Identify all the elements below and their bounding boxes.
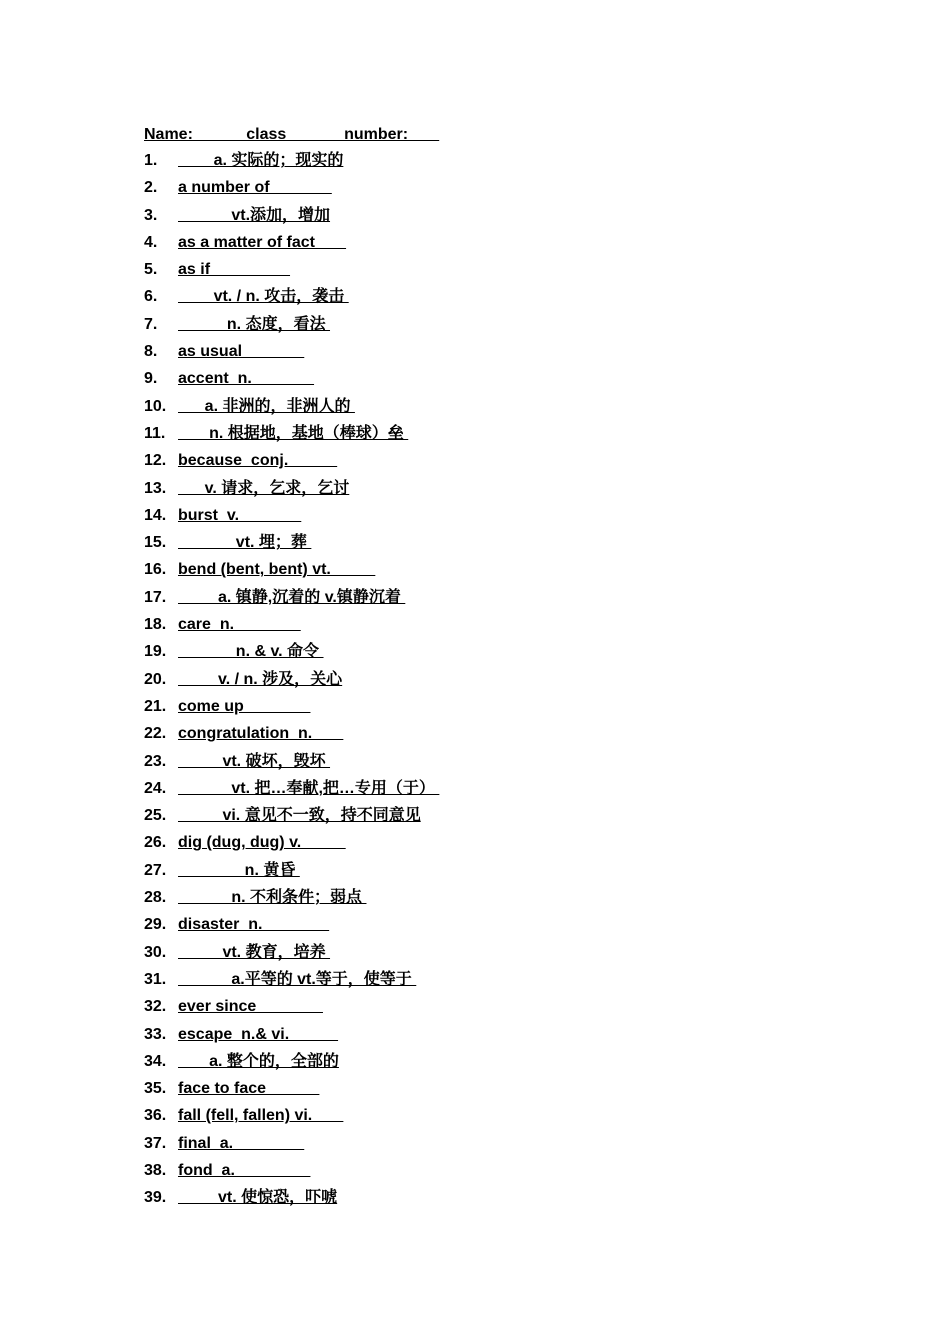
item-number: 16. — [144, 561, 167, 579]
item-text: because conj. — [178, 452, 338, 470]
item-text: v. / n. 涉及，关心 — [178, 670, 343, 688]
item-text: n. 根据地，基地（棒球）垒 — [178, 424, 409, 442]
item-number: 37. — [144, 1134, 167, 1152]
item-number: 8. — [144, 343, 158, 361]
item-number: 24. — [144, 779, 167, 797]
item-number: 2. — [144, 179, 158, 197]
list-item — [144, 884, 844, 911]
item-text: ever since — [178, 998, 323, 1016]
item-number: 3. — [144, 206, 158, 224]
item-text: a. 实际的；现实的 — [178, 152, 344, 169]
item-text: a number of — [178, 179, 332, 197]
item-text: vt. 把…奉献,把…专用（于） — [178, 779, 440, 797]
list-item — [144, 720, 844, 747]
list-item — [144, 502, 844, 529]
list-item — [144, 693, 844, 720]
item-number: 22. — [144, 725, 167, 743]
item-text: accent n. — [178, 370, 315, 388]
item-text: n. 不利条件；弱点 — [178, 889, 367, 907]
item-text: final a. — [178, 1134, 305, 1152]
item-number: 1. — [144, 152, 158, 169]
item-text: care n. — [178, 616, 301, 634]
item-number: 12. — [144, 452, 167, 470]
item-text: escape n.& vi. — [178, 1025, 339, 1043]
item-number: 18. — [144, 616, 167, 634]
list-item — [144, 966, 844, 993]
list-item — [144, 475, 844, 502]
item-number: 4. — [144, 233, 158, 251]
list-item — [144, 365, 844, 392]
list-item — [144, 1130, 844, 1157]
list-item — [144, 638, 844, 665]
item-text: vt.添加，增加 — [178, 206, 331, 224]
list-item — [144, 1184, 844, 1211]
item-text: n. & v. 命令 — [178, 643, 324, 661]
item-text: burst v. — [178, 506, 302, 524]
item-text: n. 态度，看法 — [178, 315, 331, 333]
item-text: disaster n. — [178, 916, 330, 934]
list-item — [144, 666, 844, 693]
item-text: as usual — [178, 343, 305, 361]
item-number: 29. — [144, 916, 167, 934]
list-item — [144, 748, 844, 775]
list-item — [144, 256, 844, 283]
item-number: 17. — [144, 588, 167, 606]
item-text: v. 请求，乞求，乞讨 — [178, 479, 350, 497]
item-number: 36. — [144, 1107, 167, 1125]
list-item — [144, 1102, 844, 1129]
list-item — [144, 338, 844, 365]
item-text: a. 非洲的，非洲人的 — [178, 397, 355, 415]
list-item — [144, 229, 844, 256]
vocabulary-list — [144, 147, 844, 1212]
worksheet-header: Name: class number: — [144, 126, 440, 143]
list-item — [144, 775, 844, 802]
item-text: vi. 意见不一致，持不同意见 — [178, 807, 421, 825]
item-number: 14. — [144, 506, 167, 524]
item-text: vt. 教育，培养 — [178, 943, 331, 961]
list-item — [144, 584, 844, 611]
list-item — [144, 611, 844, 638]
item-text: fall (fell, fallen) vi. — [178, 1107, 344, 1125]
item-text: dig (dug, dug) v. — [178, 834, 346, 852]
list-item — [144, 1021, 844, 1048]
item-text: n. 黄昏 — [178, 861, 300, 879]
list-item — [144, 802, 844, 829]
list-item — [144, 420, 844, 447]
item-number: 31. — [144, 970, 167, 988]
item-text: congratulation n. — [178, 725, 344, 743]
item-text: vt. 使惊恐，吓唬 — [178, 1189, 338, 1207]
item-text: vt. / n. 攻击，袭击 — [178, 288, 349, 306]
item-number: 30. — [144, 943, 167, 961]
item-text: a. 镇静,沉着的 v.镇静沉着 — [178, 588, 406, 606]
list-item — [144, 283, 844, 310]
list-item — [144, 1048, 844, 1075]
list-item — [144, 911, 844, 938]
item-number: 32. — [144, 998, 167, 1016]
list-item — [144, 857, 844, 884]
item-text: come up — [178, 697, 311, 715]
item-number: 39. — [144, 1189, 167, 1207]
list-item — [144, 829, 844, 856]
item-number: 6. — [144, 288, 158, 306]
list-item — [144, 529, 844, 556]
item-number: 11. — [144, 424, 166, 442]
item-number: 13. — [144, 479, 167, 497]
item-number: 27. — [144, 861, 167, 879]
list-item — [144, 939, 844, 966]
item-number: 38. — [144, 1161, 167, 1179]
item-number: 25. — [144, 807, 167, 825]
item-number: 7. — [144, 315, 158, 333]
list-item — [144, 1075, 844, 1102]
item-number: 23. — [144, 752, 167, 770]
item-number: 10. — [144, 397, 167, 415]
item-text: a. 整个的，全部的 — [178, 1052, 339, 1070]
item-text: as a matter of fact — [178, 233, 347, 251]
item-text: a.平等的 vt.等于，使等于 — [178, 970, 417, 988]
list-item — [144, 993, 844, 1020]
item-number: 26. — [144, 834, 167, 852]
item-number: 33. — [144, 1025, 167, 1043]
list-item — [144, 447, 844, 474]
item-text: as if — [178, 261, 291, 279]
list-item — [144, 311, 844, 338]
item-number: 34. — [144, 1052, 167, 1070]
list-item — [144, 174, 844, 201]
item-text: face to face — [178, 1080, 320, 1098]
list-item — [144, 393, 844, 420]
item-text: fond a. — [178, 1161, 311, 1179]
item-number: 28. — [144, 889, 167, 907]
item-text: bend (bent, bent) vt. — [178, 561, 376, 579]
list-item — [144, 556, 844, 583]
item-text: vt. 埋；葬 — [178, 534, 312, 552]
item-number: 5. — [144, 261, 158, 279]
list-item — [144, 1157, 844, 1184]
item-text: vt. 破坏，毁坏 — [178, 752, 331, 770]
item-number: 15. — [144, 534, 167, 552]
item-number: 9. — [144, 370, 158, 388]
list-item — [144, 147, 844, 174]
list-item — [144, 202, 844, 229]
item-number: 21. — [144, 697, 167, 715]
item-number: 19. — [144, 643, 167, 661]
worksheet-page — [144, 125, 844, 1212]
item-number: 35. — [144, 1080, 167, 1098]
item-number: 20. — [144, 670, 167, 688]
